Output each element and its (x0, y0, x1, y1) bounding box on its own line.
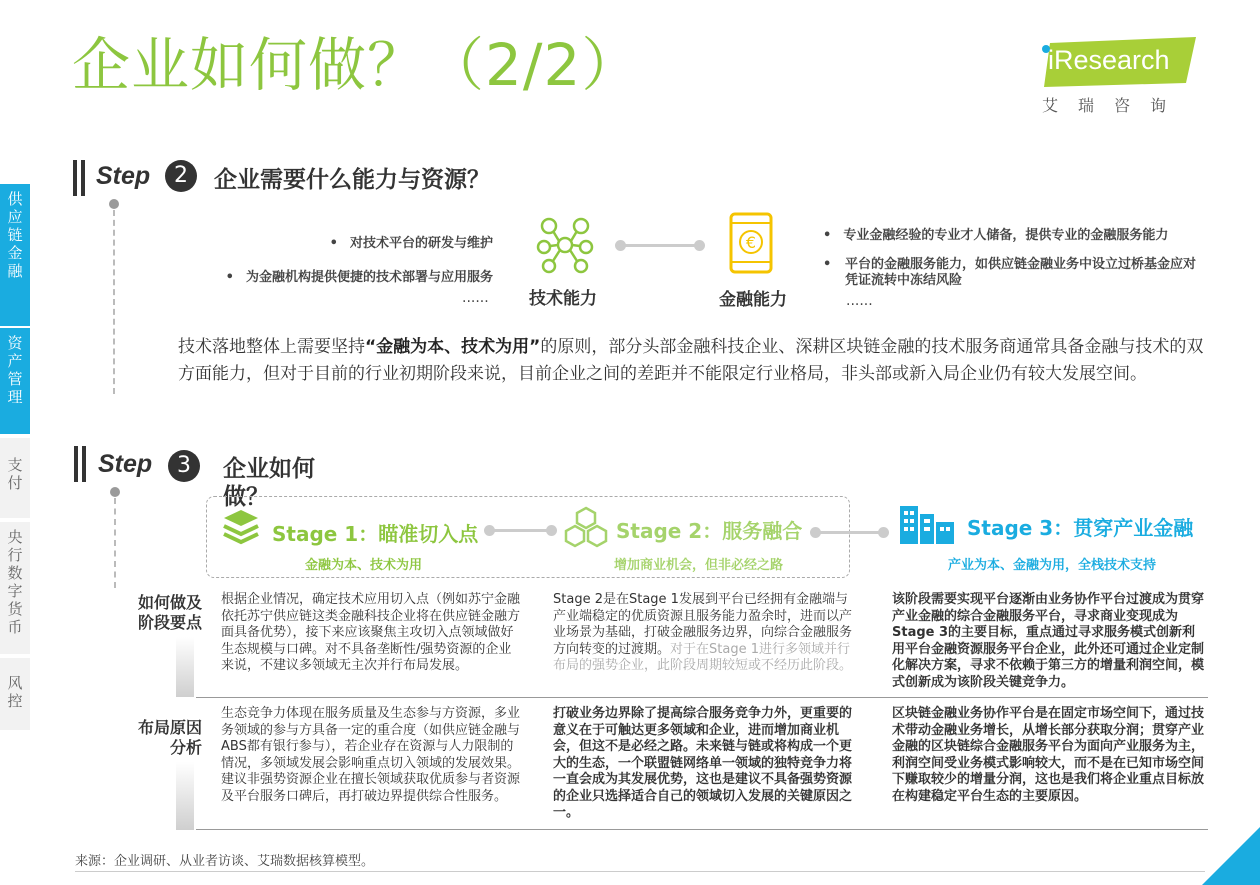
stage-1-title: Stage 1：瞄准切入点 (272, 522, 479, 546)
step2-bar-2 (81, 160, 85, 196)
step3-heading-line2: 做？ (223, 484, 269, 510)
table-bottom-line (196, 829, 1208, 830)
step2-paragraph: 技术落地整体上需要坚持“金融为本、技术为用”的原则，部分头部金融科技企业、深耕区块链金融的技术服务商通常具备金融与技术的双方面能力，但对于目前的行业初期阶段来说，目前企业之间的差距并不能限定行业格局，非头部或新入局企业仍有较大发展空间。 (178, 337, 1204, 384)
stage-2-subtitle: 增加商业机会，但非必经之路 (614, 558, 784, 573)
side-tab-supply-chain-finance[interactable]: 供 应 链 金 融 (0, 184, 30, 326)
buildings-icon (898, 500, 956, 544)
step2-word: Step (96, 162, 151, 190)
euro-phone-icon (728, 212, 774, 276)
side-tab-cbdc[interactable]: 央 行 数 字 货 币 (0, 522, 30, 654)
cubes-icon (563, 506, 609, 548)
row-2-stage-1-cell: 生态竞争力体现在服务质量及生态参与方资源，多业务领域的参与方具备一定的重合度（如供应链金融与ABS都有银行参与），若企业存在资源与人力限制的情况，多领域发展会影响重点切入领域的发展效果。建议非强势资源企业在擅长领域获取优质参与者资源及平台服务口碑后，再打破边界提供综合性服务。 (221, 706, 521, 804)
logo-text: iResearch (1048, 45, 1170, 75)
row-1-stage-1-cell: 根据企业情况，确定技术应用切入点（例如苏宁金融依托苏宁供应链这类金融科技企业将在供应链金融方面具备优势），接下来应该聚焦主攻切入点领域做好生态规模与口碑。对不具备垄断性/强势资源的企业来说，不建议多领域无主次并行布局发展。 (221, 592, 521, 673)
row-label-reason: 布局原因 分析 (137, 718, 202, 757)
side-tab-risk-control[interactable]: 风 控 (0, 658, 30, 730)
step3-bar-1 (74, 446, 78, 482)
tech-bullet-1: • 对技术平台的研发与维护 (330, 232, 493, 251)
step2-heading: 企业需要什么能力与资源？ (214, 167, 490, 193)
source-note: 来源：企业调研、从业者访谈、艾瑞数据核算模型。 (75, 854, 375, 869)
layers-icon (222, 508, 260, 546)
row-2-gradient-bar (176, 762, 194, 830)
row-2-stage-3-cell: 区块链金融业务协作平台是在固定市场空间下，通过技术带动金融业务增长，从增长部分获取分润；贯穿产业金融的区块链综合金融服务平台为面向产业服务为主，利润空间受业务模式影响较大，而不是在已知市场空间下赚取较少的增量分润，这也是我们将企业重点目标放在构建稳定平台生态的主要原因。 (892, 706, 1205, 804)
step2-timeline-dot (109, 199, 119, 209)
row-divider (196, 697, 1208, 698)
step3-number: 3 (168, 450, 200, 482)
side-tab-asset-management[interactable]: 资 产 管 理 (0, 328, 30, 434)
stage-connector-1 (490, 529, 550, 532)
tech-capability-label: 技术能力 (529, 289, 597, 309)
stage-connector-2 (816, 531, 882, 534)
network-icon (536, 216, 594, 274)
step2-timeline-line (113, 210, 115, 394)
step2-number: 2 (165, 160, 197, 192)
tech-ellipsis: ...... (462, 290, 489, 306)
stage-1-subtitle: 金融为本、技术为用 (305, 558, 423, 573)
row-2-stage-2-cell: 打破业务边界除了提高综合服务竞争力外，更重要的意义在于可触达更多领域和企业，进而增加商业机会，但这不是必经之路。未来链与链或将构成一个更大的生态，一个联盟链网络单一领域的独特竞争力将一直会成为其发展优势，这也是建议不具备强势资源的企业只选择适合自己的领域切入发展的关键原因之一。 (553, 706, 853, 820)
step3-timeline-dot (110, 487, 120, 497)
step3-bar-2 (82, 446, 86, 482)
footer-line (75, 871, 1205, 872)
stage-3-title: Stage 3：贯穿产业金融 (967, 516, 1194, 540)
stage-connector-dot-4 (878, 527, 889, 538)
finance-bullet-1: • 专业金融经验的专业才人储备，提供专业的金融服务能力 (823, 224, 1168, 243)
finance-ellipsis: ...... (846, 293, 873, 309)
stage-connector-dot-2 (546, 525, 557, 536)
step3-word: Step (98, 450, 153, 478)
logo-cn-text: 艾瑞咨询 (1042, 96, 1187, 115)
row-1-stage-3-cell: 该阶段需要实现平台逐渐由业务协作平台过渡成为贯穿产业金融的综合金融服务平台，寻求商业变现成为Stage 3的主要目标，重点通过寻求服务模式创新利用平台金融资源服务平台企业，此外还可通过企业定制化解决方案，寻求不依赖于第三方的增量利润空间，模式创新成为该阶段关键竞争力。 (892, 592, 1205, 690)
finance-bullet-2: • 平台的金融服务能力，如供应链金融业务中设立过桥基金应对凭证流转中冻结风险 (823, 257, 1197, 288)
page-title: 企业如何做？（2/2） (72, 31, 641, 99)
finance-capability-label: 金融能力 (719, 290, 787, 310)
stage-2-title: Stage 2：服务融合 (616, 519, 803, 543)
side-tab-payment[interactable]: 支 付 (0, 438, 30, 518)
step2-bar-1 (73, 160, 77, 196)
step3-heading-line1: 企业如何 (223, 456, 315, 482)
stage-3-subtitle: 产业为本、金融为用，全栈技术支持 (948, 558, 1157, 573)
tech-bullet-2: • 为金融机构提供便捷的技术部署与应用服务 (226, 266, 493, 285)
row-1-gradient-bar (176, 637, 194, 697)
row-1-stage-2-cell: Stage 2是在Stage 1发展到平台已经拥有金融端与产业端稳定的优质资源且服务能力盈余时，进而以产业场景为基础，打破金融服务边界，向综合金融服务方向转变的过渡期。对于在Stage 1进行多领域并行布局的强势企业，此阶段周期较短或不经历此阶段。 (553, 592, 853, 673)
step3-timeline-line (114, 498, 116, 588)
connector-dot-right (694, 240, 705, 251)
row-label-approach: 如何做及 阶段要点 (137, 593, 202, 632)
corner-decoration (1202, 827, 1260, 885)
svg-text:€: € (745, 233, 757, 252)
connector-line (622, 244, 698, 247)
